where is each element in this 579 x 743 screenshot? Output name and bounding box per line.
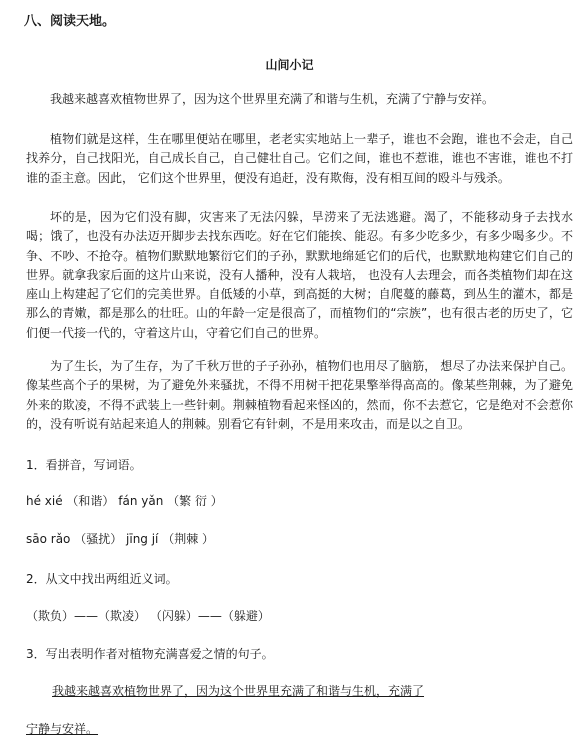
question-2: 2．从文中找出两组近义词。	[26, 572, 178, 586]
question-1-answer-row-a: hé xié （和谐） fán yǎn （繁 衍 ）	[26, 494, 223, 508]
question-3-answer-line-2: 宁静与安祥。	[26, 722, 99, 736]
paragraph-1: 我越来越喜欢植物世界了，因为这个世界里充满了和谐与生机，充满了宁静与安祥。	[50, 92, 495, 106]
question-1: 1．看拼音，写词语。	[26, 458, 142, 472]
question-2-answer: （欺负）——（欺凌） （闪躲）——（躲避）	[26, 609, 270, 623]
paragraph-3: 坏的是，因为它们没有脚，灾害来了无法闪躲，旱涝来了无法逃避。渴了，不能移动身子去找水喝；饿了，也没有办法迈开脚步去找东西吃。好在它们能挨、能忍。有多少吃多少，有多少喝多少。不争、不吵、不抢夺。植物们默默地繁衍它们的子孙，默默地绵延它们的后代，也默默地构建它们自己的世界。就拿我家后面的这片山来说，没有人播种，没有人栽培， 也没有人去理会，而各类植物们却在这座山上构建起了它们的完美世界。自低矮的小草，到高挺的大树；自爬蔓的藤葛，到丛生的灌木，都是那么的青嫩，都是那么的壮旺。山的年龄一定是很高了，而植物们的“宗族”，也有很古老的历史了，它们便一代接一代的，守着这片山，守着它们自己的世界。	[26, 210, 573, 340]
article-title: 山间小记	[265, 58, 314, 72]
question-3: 3．写出表明作者对植物充满喜爱之情的句子。	[26, 647, 274, 661]
section-heading: 八、阅读天地。	[24, 14, 116, 29]
question-3-answer-line-1: 我越来越喜欢植物世界了，因为这个世界里充满了和谐与生机，充满了	[52, 684, 425, 698]
paragraph-2: 植物们就是这样，生在哪里便站在哪里，老老实实地站上一辈子，谁也不会跑，谁也不会走，自己找养分，自己找阳光，自己成长自己，自己健壮自己。它们之间，谁也不惹谁，谁也不害谁，谁也不打谁的歪主意。因此， 它们这个世界里，便没有追赶，没有欺侮，没有相互间的殴斗与残杀。	[26, 132, 573, 185]
question-1-answer-row-b: sāo rǎo （骚扰） jīng jí （荆棘 ）	[26, 532, 215, 546]
paragraph-4: 为了生长，为了生存，为了千秋万世的子子孙孙，植物们也用尽了脑筋， 想尽了办法来保护自己。像某些高个子的果树，为了避免外来骚扰，不得不用树干把花果擎举得高高的。像某些荆棘，为了避免外来的欺凌，不得不武装上一些针刺。荆棘植物看起来怪凶的，然而，你不去惹它，它是绝对不会惹你的，没有听说有站起来追人的荆棘。别看它有针刺，不是用来攻击，而是以之自卫。	[26, 359, 573, 431]
